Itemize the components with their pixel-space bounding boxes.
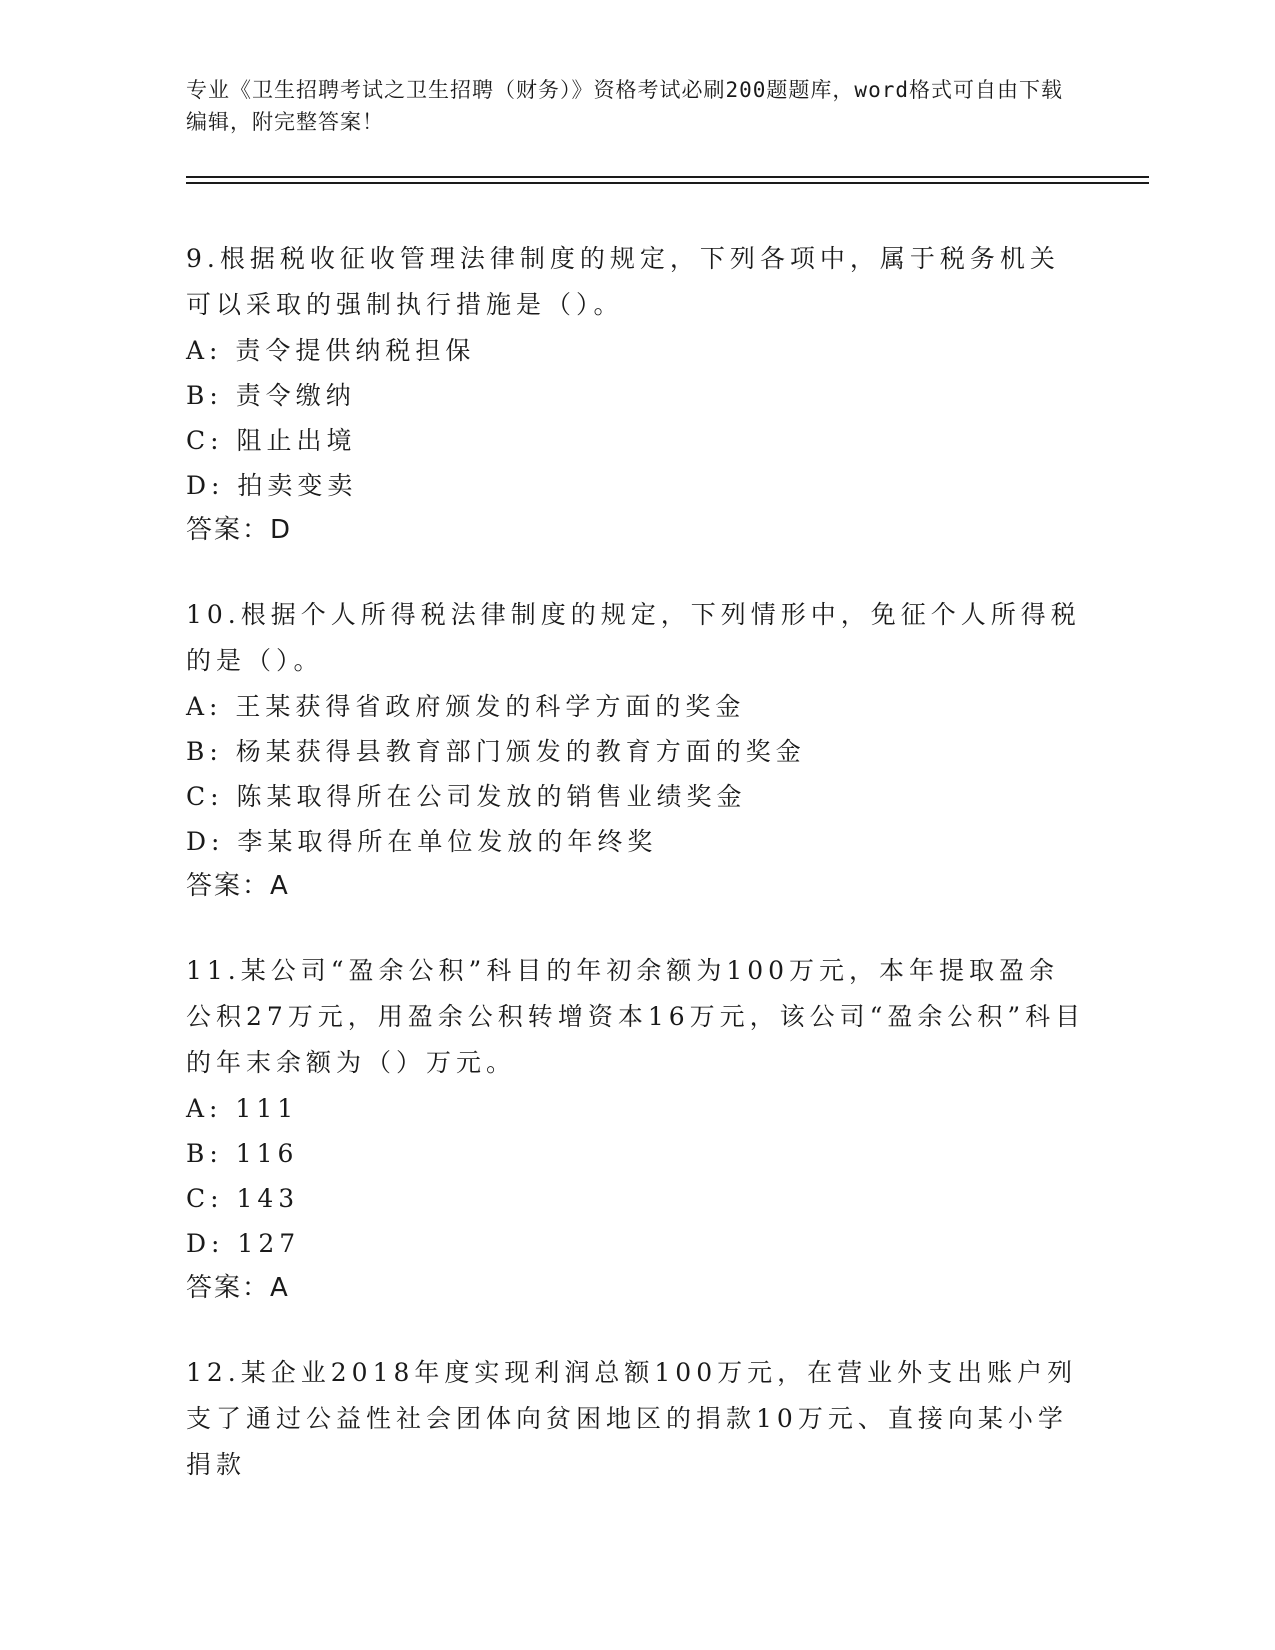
question-11 <box>186 948 1086 1310</box>
option-d: D: 拍卖变卖 <box>186 471 358 500</box>
question-stem: 9.根据税收征收管理法律制度的规定，下列各项中，属于税务机关可以采取的强制执行措施是（）。 <box>186 244 1060 319</box>
question-10 <box>186 592 1086 908</box>
question-9 <box>186 236 1086 552</box>
question-12 <box>186 1350 1086 1488</box>
answer: 答案：A <box>186 1273 290 1303</box>
option-c: C: 阻止出境 <box>186 426 357 455</box>
answer: 答案：A <box>186 871 290 901</box>
option-d: D: 李某取得所在单位发放的年终奖 <box>186 827 658 856</box>
option-c: C: 143 <box>186 1184 300 1213</box>
question-stem: 10.根据个人所得税法律制度的规定，下列情形中，免征个人所得税的是（）。 <box>186 600 1081 675</box>
question-stem: 12.某企业2018年度实现利润总额100万元，在营业外支出账户列支了通过公益性社会团体向贫困地区的捐款10万元、直接向某小学捐款 <box>186 1358 1078 1479</box>
option-a: A: 111 <box>186 1094 299 1123</box>
option-a: A: 王某获得省政府颁发的科学方面的奖金 <box>186 692 746 721</box>
header-divider-top <box>186 176 1149 178</box>
option-a: A: 责令提供纳税担保 <box>186 336 476 365</box>
header-divider-bottom <box>186 182 1149 184</box>
option-b: B: 116 <box>186 1139 299 1168</box>
question-stem: 11.某公司“盈余公积”科目的年初余额为100万元，本年提取盈余公积27万元，用盈余公积转增资本16万元，该公司“盈余公积”科目的年末余额为（）万元。 <box>186 956 1086 1077</box>
question-list <box>186 236 1086 1528</box>
document-header: 专业《卫生招聘考试之卫生招聘（财务）》资格考试必刷200题题库，word格式可自由下载编辑，附完整答案！ <box>186 78 1063 134</box>
option-d: D: 127 <box>186 1229 301 1258</box>
option-b: B: 杨某获得县教育部门颁发的教育方面的奖金 <box>186 737 806 766</box>
answer: 答案：D <box>186 515 293 545</box>
option-c: C: 陈某取得所在公司发放的销售业绩奖金 <box>186 782 747 811</box>
option-b: B: 责令缴纳 <box>186 381 356 410</box>
